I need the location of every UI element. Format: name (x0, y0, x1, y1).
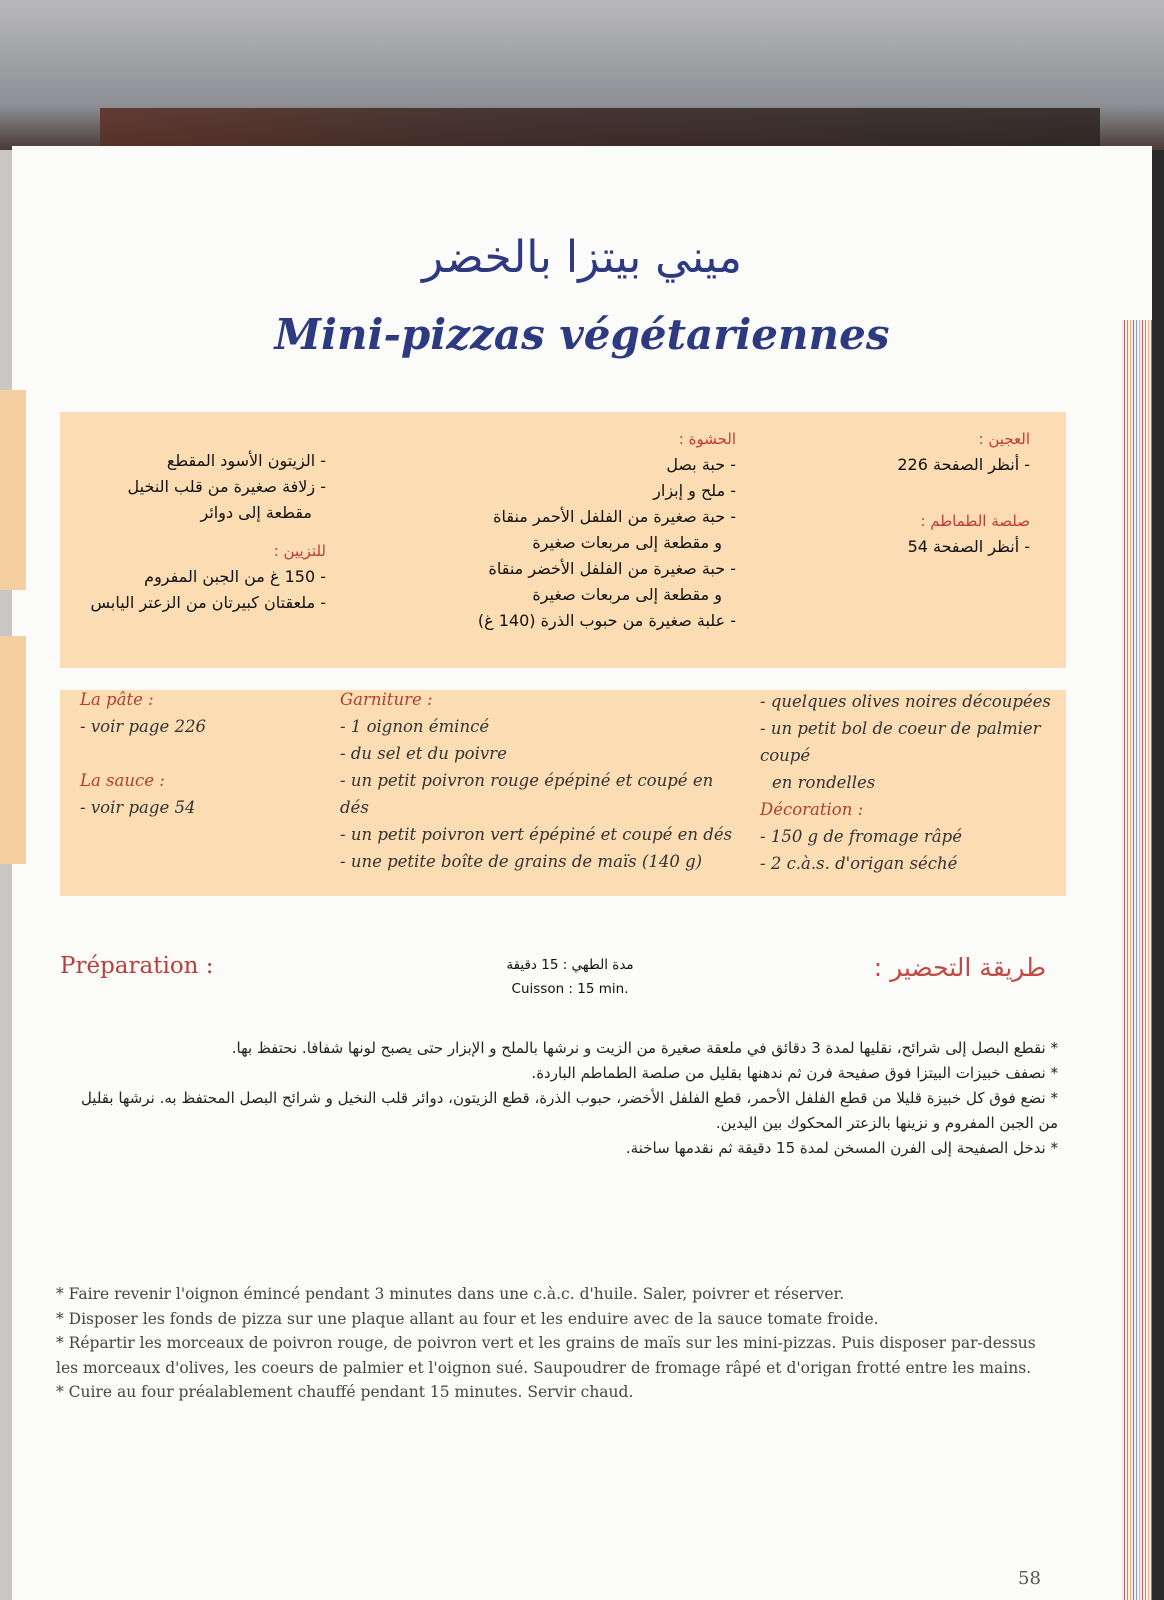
ar-col-extras (66, 448, 326, 616)
ar-filling-item: و مقطعة إلى مربعات صغيرة (532, 585, 722, 604)
ar-filling-item: - ملح و إبزار (653, 481, 736, 500)
left-page-edge (0, 150, 12, 1600)
steps-french (56, 1282, 1046, 1405)
stacked-page-edges (1122, 320, 1152, 1600)
fr-col-filling (340, 686, 740, 875)
ar-sauce-item: - أنظر الصفحة 54 (907, 537, 1030, 556)
fr-filling-item: - un petit poivron rouge épépiné et coupé en dés (340, 771, 714, 817)
book-edge-shadow (100, 108, 1100, 148)
cook-time-arabic: مدة الطهي : 15 دقيقة (506, 957, 634, 973)
ar-decoration-item: - 150 غ من الجبن المفروم (144, 567, 326, 586)
fr-sauce-item: - voir page 54 (80, 798, 196, 817)
fr-filling-item: - une petite boîte de grains de maïs (140 g) (340, 852, 703, 871)
fr-dough-item: - voir page 226 (80, 717, 206, 736)
fr-dough-heading: La pâte : (80, 690, 154, 709)
fr-decoration-item: - 150 g de fromage râpé (760, 827, 962, 846)
ingredients-panel-arabic (60, 412, 1066, 668)
fr-decoration-heading: Décoration : (760, 800, 864, 819)
step-arabic: * نضع فوق كل خبيزة قليلا من قطع الفلفل الأحمر، قطع الفلفل الأخضر، حبوب الذرة، قطع الزيتون، دوائر قلب النخيل و شرائح البصل المحتفظ به. نرشها بقليل من الجبن المفروم و نزينها بالزعتر المحكوك بين اليدين. (80, 1089, 1058, 1132)
ar-filling-item: - علبة صغيرة من حبوب الذرة (140 غ) (477, 611, 736, 630)
fr-filling-heading: Garniture : (340, 690, 433, 709)
fr-col-dough-sauce (80, 686, 320, 821)
step-french: * Répartir les morceaux de poivron rouge, de poivron vert et les grains de maïs sur les mini-pizzas. Puis disposer par-dessus les morceaux d'olives, les coeurs de palmier et l'oignon sué. Saupoudrer de fromage râpé et d'origan frotté entre les mains. (56, 1334, 1036, 1377)
fr-extra-item: en rondelles (772, 773, 876, 792)
page-number: 58 (1018, 1568, 1041, 1589)
fr-filling-item: - un petit poivron vert épépiné et coupé en dés (340, 825, 733, 844)
ar-filling-item: - حبة صغيرة من الفلفل الأخضر منقاة (488, 559, 736, 578)
title-french: Mini-pizzas végétariennes (274, 310, 890, 359)
step-french: * Disposer les fonds de pizza sur une plaque allant au four et les enduire avec de la sauce tomate froide. (56, 1309, 879, 1328)
step-arabic: * نقطع البصل إلى شرائح، نقليها لمدة 3 دقائق في ملعقة صغيرة من الزيت و نرشها بالملح و الإبزار حتى يصبح لونها شفافا. نحتفظ بها. (231, 1039, 1058, 1057)
ar-extra-item: مقطعة إلى دوائر (200, 503, 312, 522)
ingredients-panel-french (60, 690, 1066, 896)
ar-col-dough-sauce (830, 426, 1030, 560)
cook-time-french: Cuisson : 15 min. (511, 981, 629, 997)
ar-decoration-heading: للتزيين : (273, 542, 326, 560)
ar-dough-item: - أنظر الصفحة 226 (897, 455, 1030, 474)
fr-decoration-item: - 2 c.à.s. d'origan séché (760, 854, 958, 873)
step-arabic: * نصفف خبيزات البيتزا فوق صفيحة فرن ثم ندهنها بقليل من صلصة الطماطم الباردة. (531, 1064, 1058, 1082)
ar-extra-item: - زلافة صغيرة من قلب النخيل (127, 477, 326, 496)
ar-decoration-item: - ملعقتان كبيرتان من الزعتر اليابس (90, 593, 326, 612)
fr-filling-item: - 1 oignon émincé (340, 717, 490, 736)
step-arabic: * ندخل الصفيحة إلى الفرن المسخن لمدة 15 دقيقة ثم نقدمها ساخنة. (625, 1139, 1058, 1157)
side-tab-upper (0, 390, 26, 590)
ar-filling-item: - حبة صغيرة من الفلفل الأحمر منقاة (493, 507, 736, 526)
preparation-label-arabic: طريقة التحضير : (873, 953, 1046, 982)
fr-extra-item: - un petit bol de coeur de palmier coupé (760, 719, 1041, 765)
ar-dough-heading: العجين : (978, 430, 1030, 448)
book-top-background (0, 0, 1164, 150)
fr-col-extras (760, 688, 1060, 877)
title-arabic: ميني بيتزا بالخضر (422, 232, 742, 283)
fr-filling-item: - du sel et du poivre (340, 744, 507, 763)
ar-col-filling (416, 426, 736, 634)
ar-extra-item: - الزيتون الأسود المقطع (166, 451, 326, 470)
ar-filling-item: - حبة بصل (666, 455, 736, 474)
cook-time (420, 953, 720, 1001)
step-french: * Faire revenir l'oignon émincé pendant 3 minutes dans une c.à.c. d'huile. Saler, poivrer et réserver. (56, 1285, 845, 1303)
ar-sauce-heading: صلصة الطماطم : (920, 512, 1030, 530)
ar-filling-heading: الحشوة : (678, 430, 736, 448)
ar-filling-item: و مقطعة إلى مربعات صغيرة (532, 533, 722, 552)
preparation-label-french: Préparation : (60, 953, 214, 979)
side-tab-lower (0, 636, 26, 864)
fr-sauce-heading: La sauce : (80, 771, 165, 790)
fr-extra-item: - quelques olives noires découpées (760, 692, 1051, 711)
steps-arabic (58, 1036, 1058, 1161)
step-french: * Cuire au four préalablement chauffé pendant 15 minutes. Servir chaud. (56, 1383, 634, 1401)
